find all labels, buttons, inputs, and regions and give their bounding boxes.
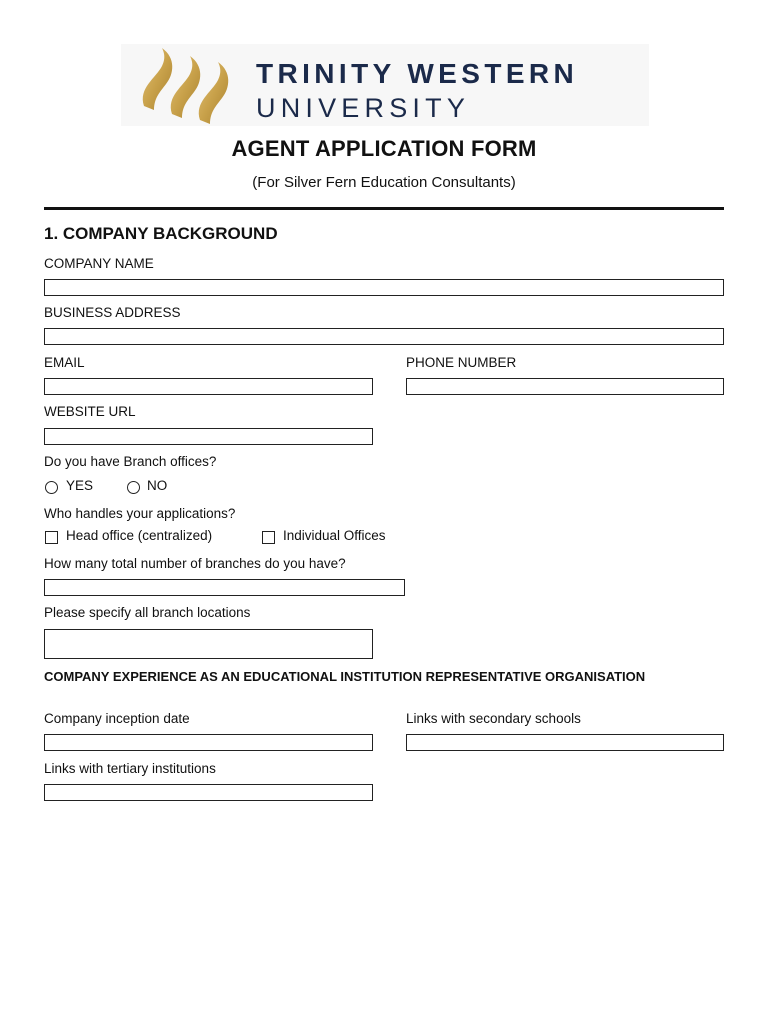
branch-offices-question: Do you have Branch offices? xyxy=(44,454,217,469)
phone-number-label: PHONE NUMBER xyxy=(406,355,517,370)
inception-date-label: Company inception date xyxy=(44,711,190,726)
tertiary-institutions-label: Links with tertiary institutions xyxy=(44,761,216,776)
individual-offices-checkbox[interactable] xyxy=(262,531,275,544)
branch-locations-field[interactable] xyxy=(44,629,373,659)
logo-wordmark-line2: UNIVERSITY xyxy=(256,93,471,123)
form-subtitle: (For Silver Fern Education Consultants) xyxy=(252,174,516,191)
tertiary-institutions-field[interactable] xyxy=(44,784,373,801)
email-label: EMAIL xyxy=(44,355,85,370)
title-divider xyxy=(44,207,724,210)
business-address-field[interactable] xyxy=(44,328,724,345)
handles-applications-question: Who handles your applications? xyxy=(44,506,236,521)
head-office-label: Head office (centralized) xyxy=(66,528,213,543)
company-name-label: COMPANY NAME xyxy=(44,256,154,271)
form-title: AGENT APPLICATION FORM xyxy=(231,136,537,161)
branch-locations-label: Please specify all branch locations xyxy=(44,605,251,620)
business-address-label: BUSINESS ADDRESS xyxy=(44,305,181,320)
branches-count-field[interactable] xyxy=(44,579,405,596)
company-name-field[interactable] xyxy=(44,279,724,296)
experience-subheading: COMPANY EXPERIENCE AS AN EDUCATIONAL INSTITUTION REPRESENTATIVE ORGANISATION xyxy=(44,669,646,684)
branch-yes-label: YES xyxy=(66,478,94,493)
branch-no-radio[interactable] xyxy=(127,481,140,494)
website-url-field[interactable] xyxy=(44,428,373,445)
branch-no-label: NO xyxy=(147,478,168,493)
head-office-checkbox[interactable] xyxy=(45,531,58,544)
email-field[interactable] xyxy=(44,378,373,395)
university-logo-mark xyxy=(136,44,236,124)
branches-count-label: How many total number of branches do you have? xyxy=(44,556,346,571)
website-url-label: WEBSITE URL xyxy=(44,404,136,419)
inception-date-field[interactable] xyxy=(44,734,373,751)
secondary-schools-label: Links with secondary schools xyxy=(406,711,581,726)
branch-yes-radio[interactable] xyxy=(45,481,58,494)
phone-number-field[interactable] xyxy=(406,378,724,395)
secondary-schools-field[interactable] xyxy=(406,734,724,751)
logo-wordmark-line1: TRINITY WESTERN xyxy=(256,58,579,89)
section-heading-company-background: 1. COMPANY BACKGROUND xyxy=(44,224,278,243)
individual-offices-label: Individual Offices xyxy=(283,528,386,543)
